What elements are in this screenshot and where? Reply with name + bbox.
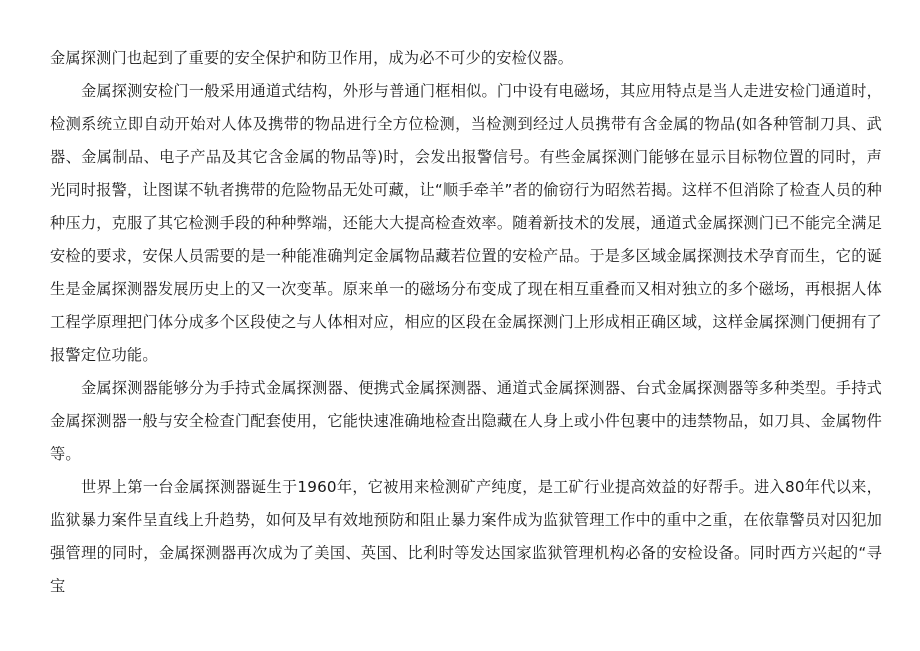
paragraph-2: 金属探测安检门一般采用通道式结构，外形与普通门框相似。门中设有电磁场，其应用特点是当人走进安检门通道时，检测系统立即自动开始对人体及携带的物品进行全方位检测，当检测到经过人员携带有含金属的物品(如各种管制刀具、武器、金属制品、电子产品及其它含金属的物品等)时，会发出报警信号。有些金属探测门能够在显示目标物位置的同时，声光同时报警，让图谋不轨者携带的危险物品无处可藏，让“顺手牵羊”者的偷窃行为昭然若揭。这样不但消除了检查人员的种种压力，克服了其它检测手段的种种弊端，还能大大提高检查效率。随着新技术的发展，通道式金属探测门已不能完全满足安检的要求，安保人员需要的是一种能准确判定金属物品藏若位置的安检产品。于是多区域金属探测技术孕育而生，它的诞生是金属探测器发展历史上的又一次变革。原来单一的磁场分布变成了现在相互重叠而又相对独立的多个磁场，再根据人体工程学原理把门体分成多个区段使之与人体相对应，相应的区段在金属探测门上形成相正确区域，这样金属探测门便拥有了报警定位功能。 [50,82,882,364]
document-page [50,42,882,603]
paragraph-3: 金属探测器能够分为手持式金属探测器、便携式金属探测器、通道式金属探测器、台式金属探测器等多种类型。手持式金属探测器一般与安全检查门配套使用，它能快速准确地检查出隐藏在人身上或小件包裹中的违禁物品，如刀具、金属物件等。 [50,379,882,463]
paragraph-1: 金属探测门也起到了重要的安全保护和防卫作用，成为必不可少的安检仪器。 [50,49,574,67]
paragraph-4: 世界上第一台金属探测器诞生于1960年，它被用来检测矿产纯度，是工矿行业提高效益的好帮手。进入80年代以来，监狱暴力案件呈直线上升趋势，如何及早有效地预防和阻止暴力案件成为监狱管理工作中的重中之重，在依靠警员对囚犯加强管理的同时，金属探测器再次成为了美国、英国、比利时等发达国家监狱管理机构必备的安检设备。同时西方兴起的“寻宝 [50,478,882,595]
